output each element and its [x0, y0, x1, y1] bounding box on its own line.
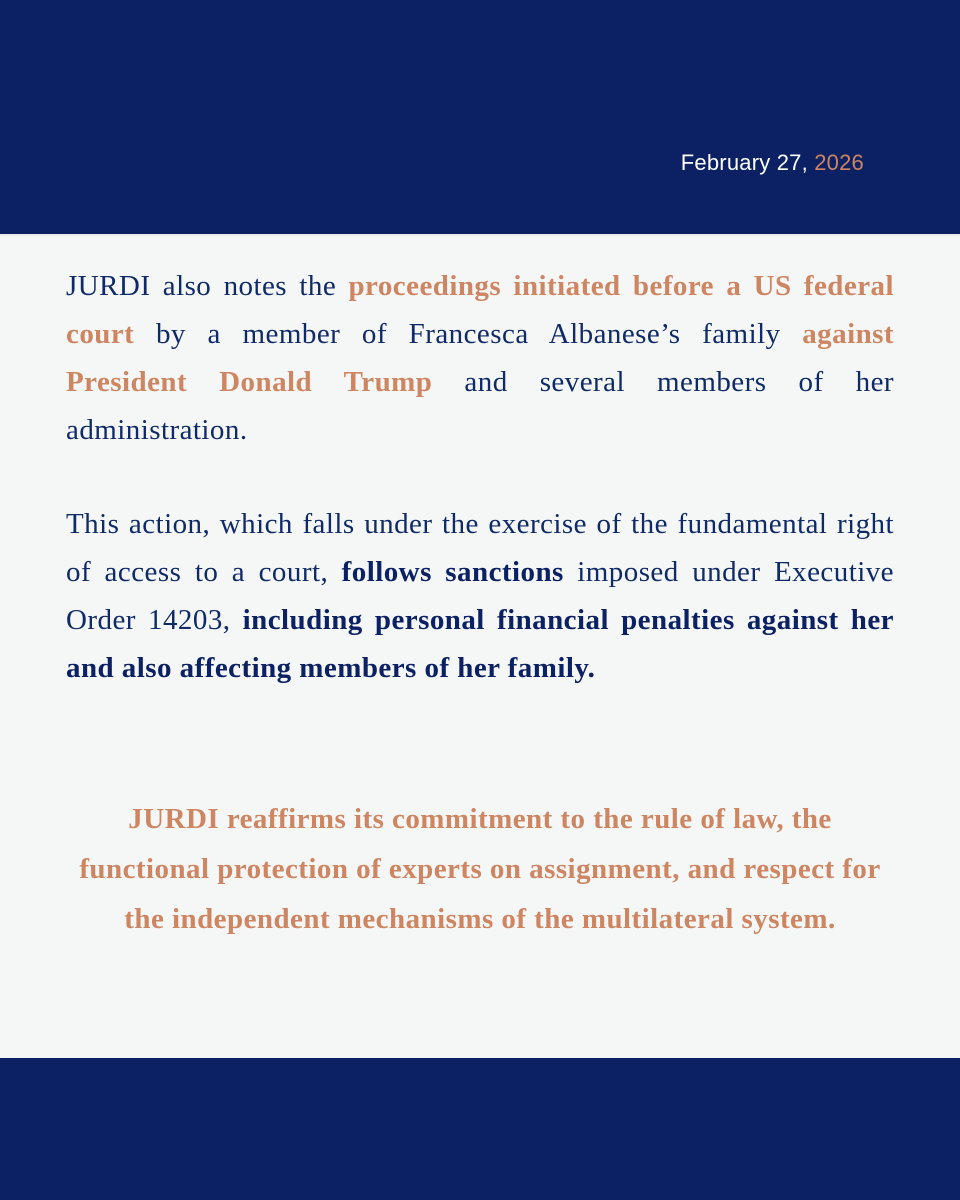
paragraph1-highlight-president: against President Donald Trump	[66, 318, 894, 398]
date-year: 2026	[814, 150, 864, 175]
paragraph2-highlight-penalties: including personal financial penalties against her and also affecting members of her family.	[66, 604, 894, 684]
paragraph2-highlight-sanctions: follows sanctions	[341, 556, 564, 588]
paragraph1-text-2: by a member of Francesca Albanese’s family	[134, 318, 803, 350]
paragraph-commitment: JURDI reaffirms its commitment to the rule of law, the functional protection of experts on assignment, and respect for the independent mechanisms of the multilateral system.	[79, 803, 881, 935]
paragraph1-text-3: and several members of her administration.	[66, 366, 894, 446]
footer-band	[0, 1058, 960, 1200]
paragraph-sanctions	[66, 500, 894, 692]
paragraph2-text-2: imposed under Executive Order 14203,	[66, 556, 894, 636]
paragraph-proceedings	[66, 262, 894, 454]
header-band	[0, 0, 960, 234]
paragraph2-text-1: This action, which falls under the exercise of the fundamental right of access to a court,	[66, 508, 894, 588]
post-date	[681, 150, 864, 176]
statement-panel	[0, 234, 960, 1058]
paragraph1-highlight-court: proceedings initiated before a US federal court	[66, 270, 894, 350]
paragraph1-text-1: JURDI also notes the	[66, 270, 349, 302]
date-month-day: February 27,	[680, 150, 815, 175]
